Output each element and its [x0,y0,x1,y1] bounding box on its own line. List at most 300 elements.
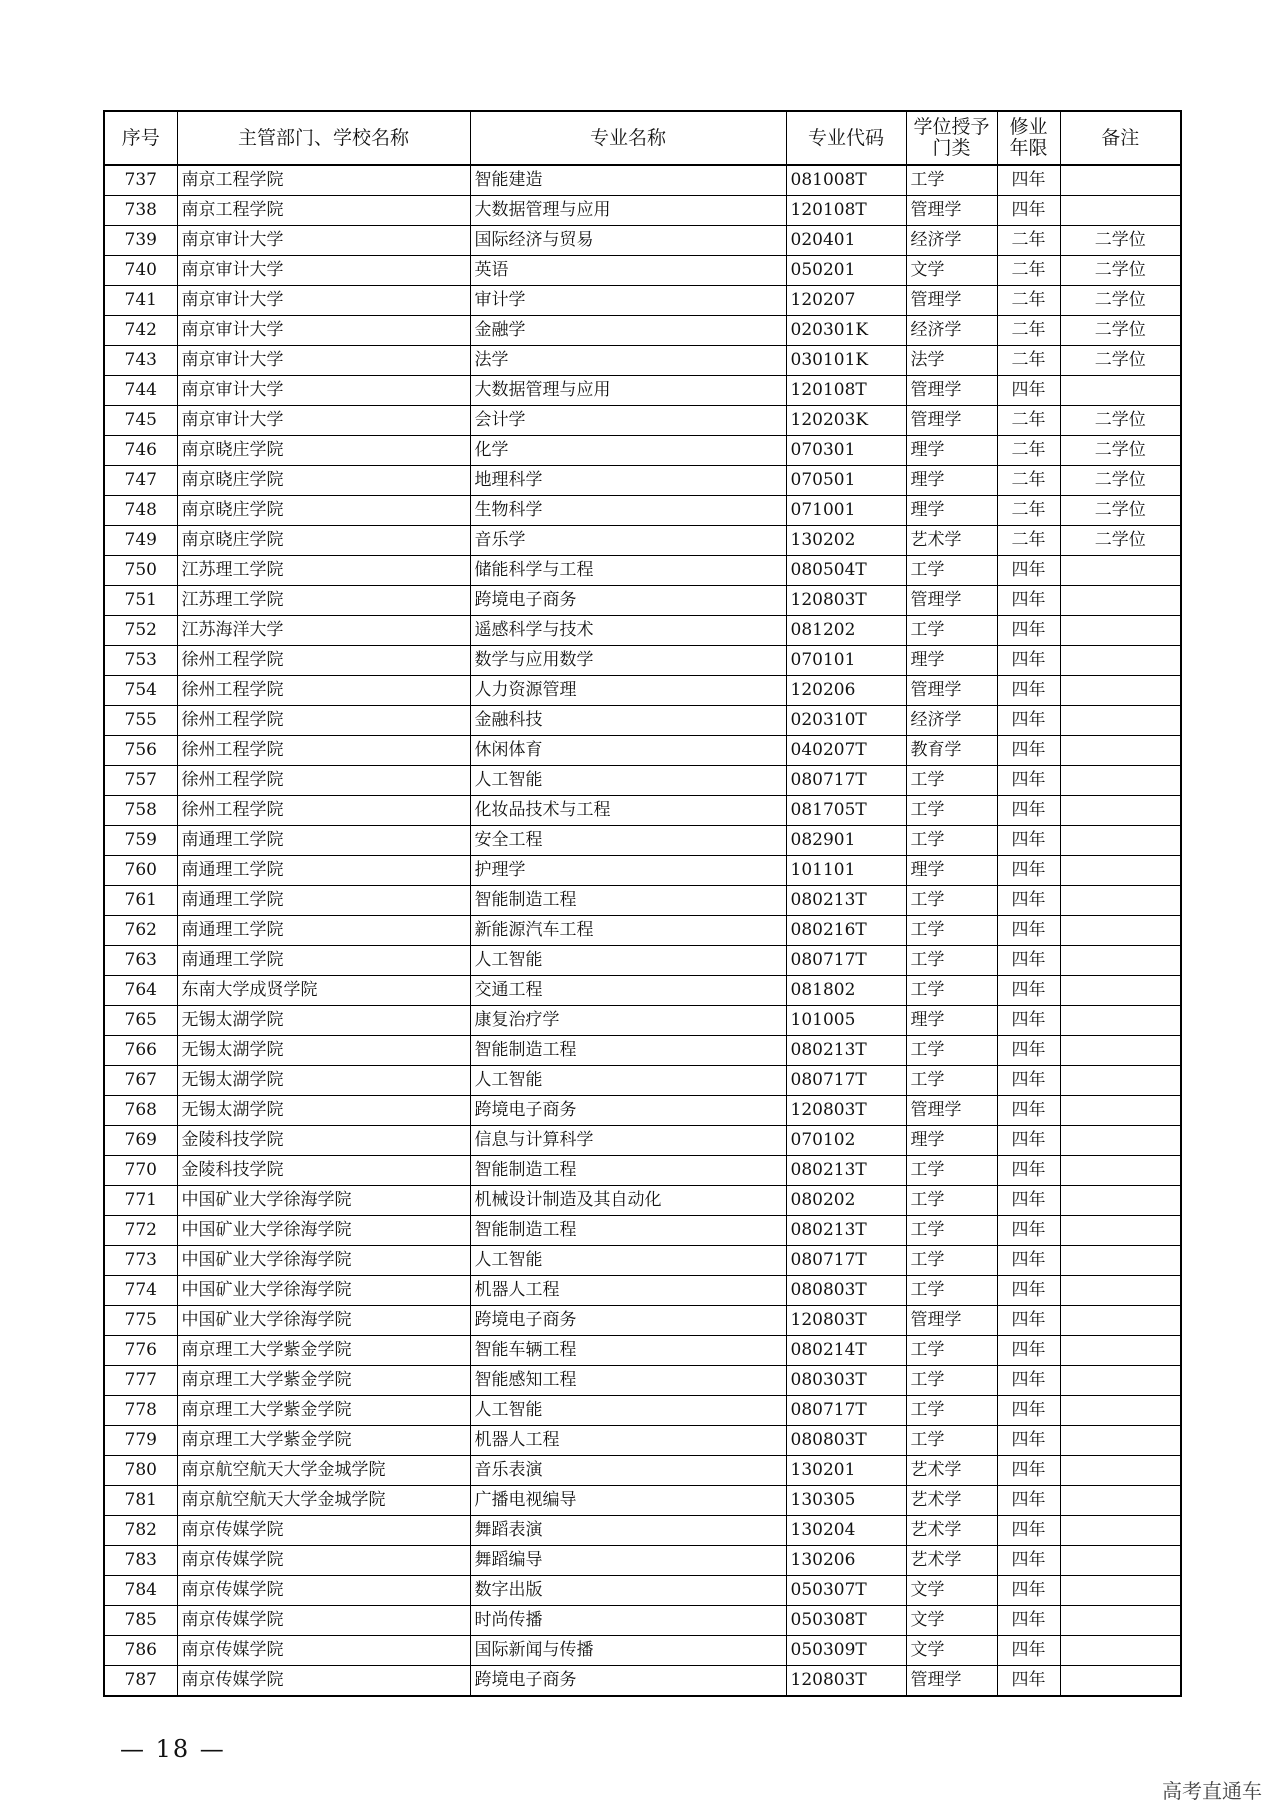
cell-major: 生物科学 [470,496,786,526]
cell-seq: 750 [104,556,177,586]
cell-major: 信息与计算科学 [470,1126,786,1156]
cell-years: 四年 [997,556,1060,586]
cell-school: 南通理工学院 [177,856,470,886]
cell-school: 金陵科技学院 [177,1126,470,1156]
cell-school: 徐州工程学院 [177,646,470,676]
cell-school: 江苏海洋大学 [177,616,470,646]
cell-code: 030101K [786,346,906,376]
cell-years: 四年 [997,646,1060,676]
table-row [104,586,1181,616]
cell-note [1060,916,1181,946]
cell-school: 中国矿业大学徐海学院 [177,1276,470,1306]
cell-years: 四年 [997,1216,1060,1246]
cell-degree: 艺术学 [906,1546,997,1576]
table-row [104,676,1181,706]
cell-seq: 757 [104,766,177,796]
cell-code: 082901 [786,826,906,856]
cell-code: 101101 [786,856,906,886]
cell-seq: 777 [104,1366,177,1396]
cell-years: 四年 [997,1246,1060,1276]
cell-major: 人工智能 [470,946,786,976]
table-row [104,316,1181,346]
cell-seq: 782 [104,1516,177,1546]
cell-degree: 工学 [906,1396,997,1426]
cell-years: 四年 [997,1186,1060,1216]
cell-note [1060,1126,1181,1156]
cell-note: 二学位 [1060,226,1181,256]
cell-seq: 760 [104,856,177,886]
cell-major: 地理科学 [470,466,786,496]
cell-seq: 758 [104,796,177,826]
cell-major: 时尚传播 [470,1606,786,1636]
cell-note [1060,1066,1181,1096]
table-row [104,526,1181,556]
cell-seq: 780 [104,1456,177,1486]
cell-note: 二学位 [1060,526,1181,556]
cell-degree: 法学 [906,346,997,376]
cell-school: 徐州工程学院 [177,796,470,826]
cell-major: 智能制造工程 [470,1156,786,1186]
cell-seq: 787 [104,1666,177,1697]
table-row [104,826,1181,856]
cell-degree: 工学 [906,946,997,976]
cell-major: 跨境电子商务 [470,1096,786,1126]
table-row [104,1426,1181,1456]
cell-degree: 管理学 [906,586,997,616]
cell-code: 070501 [786,466,906,496]
table-row [104,1276,1181,1306]
cell-note [1060,766,1181,796]
table-row [104,1606,1181,1636]
watermark: 高考直通车 [1162,1779,1262,1803]
cell-school: 南京工程学院 [177,165,470,196]
cell-school: 徐州工程学院 [177,736,470,766]
cell-code: 120108T [786,196,906,226]
table-row [104,856,1181,886]
cell-degree: 工学 [906,1276,997,1306]
cell-code: 080717T [786,1066,906,1096]
cell-degree: 管理学 [906,406,997,436]
cell-major: 音乐学 [470,526,786,556]
cell-years: 四年 [997,196,1060,226]
cell-years: 四年 [997,1576,1060,1606]
cell-years: 四年 [997,796,1060,826]
cell-school: 南京晓庄学院 [177,526,470,556]
cell-years: 四年 [997,616,1060,646]
header-seq: 序号 [104,111,177,165]
table-row [104,646,1181,676]
cell-note [1060,706,1181,736]
table-row [104,556,1181,586]
cell-major: 智能制造工程 [470,1216,786,1246]
cell-seq: 744 [104,376,177,406]
cell-code: 130201 [786,1456,906,1486]
cell-seq: 786 [104,1636,177,1666]
cell-years: 二年 [997,226,1060,256]
cell-major: 数字出版 [470,1576,786,1606]
cell-code: 130305 [786,1486,906,1516]
cell-major: 遥感科学与技术 [470,616,786,646]
cell-degree: 工学 [906,1426,997,1456]
table-row [104,1306,1181,1336]
table-row [104,1006,1181,1036]
cell-major: 智能制造工程 [470,1036,786,1066]
table-body [104,165,1181,1696]
cell-major: 人工智能 [470,1246,786,1276]
cell-school: 无锡太湖学院 [177,1036,470,1066]
table-row [104,916,1181,946]
cell-school: 无锡太湖学院 [177,1066,470,1096]
cell-code: 080213T [786,1036,906,1066]
table-row [104,1186,1181,1216]
cell-school: 南京审计大学 [177,346,470,376]
table-row [104,1636,1181,1666]
table-row [104,766,1181,796]
cell-degree: 理学 [906,466,997,496]
cell-degree: 教育学 [906,736,997,766]
cell-years: 四年 [997,1606,1060,1636]
cell-seq: 751 [104,586,177,616]
cell-degree: 管理学 [906,1096,997,1126]
cell-seq: 766 [104,1036,177,1066]
majors-table [103,110,1182,1697]
cell-note [1060,1426,1181,1456]
header-degree: 学位授予门类 [906,111,997,165]
cell-years: 四年 [997,1006,1060,1036]
table-row [104,286,1181,316]
cell-school: 南京传媒学院 [177,1576,470,1606]
table-header-row [104,111,1181,165]
cell-note: 二学位 [1060,406,1181,436]
cell-degree: 工学 [906,976,997,1006]
cell-major: 英语 [470,256,786,286]
cell-note [1060,1156,1181,1186]
cell-school: 南京航空航天大学金城学院 [177,1486,470,1516]
cell-code: 101005 [786,1006,906,1036]
cell-degree: 文学 [906,256,997,286]
header-years: 修业年限 [997,111,1060,165]
table-row [104,376,1181,406]
cell-note: 二学位 [1060,316,1181,346]
cell-code: 120206 [786,676,906,706]
cell-years: 二年 [997,286,1060,316]
cell-years: 四年 [997,766,1060,796]
cell-note [1060,1606,1181,1636]
cell-degree: 经济学 [906,706,997,736]
cell-code: 020401 [786,226,906,256]
cell-note [1060,196,1181,226]
cell-seq: 767 [104,1066,177,1096]
cell-code: 081202 [786,616,906,646]
cell-seq: 772 [104,1216,177,1246]
header-school: 主管部门、学校名称 [177,111,470,165]
cell-note [1060,1306,1181,1336]
cell-seq: 756 [104,736,177,766]
cell-seq: 781 [104,1486,177,1516]
cell-major: 人力资源管理 [470,676,786,706]
cell-school: 南京审计大学 [177,406,470,436]
cell-degree: 经济学 [906,316,997,346]
cell-code: 081705T [786,796,906,826]
cell-degree: 艺术学 [906,1456,997,1486]
table-row [104,1036,1181,1066]
cell-code: 080216T [786,916,906,946]
cell-code: 070101 [786,646,906,676]
cell-note [1060,646,1181,676]
cell-major: 审计学 [470,286,786,316]
cell-note [1060,736,1181,766]
cell-degree: 工学 [906,1186,997,1216]
cell-years: 四年 [997,1126,1060,1156]
cell-code: 080717T [786,766,906,796]
cell-degree: 工学 [906,916,997,946]
cell-seq: 785 [104,1606,177,1636]
cell-school: 徐州工程学院 [177,706,470,736]
cell-years: 四年 [997,1546,1060,1576]
cell-seq: 748 [104,496,177,526]
cell-years: 四年 [997,1276,1060,1306]
cell-school: 中国矿业大学徐海学院 [177,1216,470,1246]
cell-degree: 艺术学 [906,1486,997,1516]
cell-code: 130204 [786,1516,906,1546]
cell-school: 中国矿业大学徐海学院 [177,1246,470,1276]
table-row [104,946,1181,976]
cell-years: 四年 [997,1156,1060,1186]
cell-degree: 工学 [906,1336,997,1366]
cell-seq: 738 [104,196,177,226]
cell-degree: 理学 [906,436,997,466]
cell-major: 跨境电子商务 [470,1306,786,1336]
cell-note [1060,976,1181,1006]
cell-years: 四年 [997,736,1060,766]
cell-school: 南京传媒学院 [177,1546,470,1576]
cell-years: 四年 [997,886,1060,916]
cell-major: 广播电视编导 [470,1486,786,1516]
cell-school: 南京理工大学紫金学院 [177,1426,470,1456]
cell-seq: 775 [104,1306,177,1336]
cell-school: 南京传媒学院 [177,1666,470,1697]
cell-seq: 778 [104,1396,177,1426]
cell-years: 四年 [997,376,1060,406]
cell-note [1060,1516,1181,1546]
cell-code: 120108T [786,376,906,406]
cell-major: 音乐表演 [470,1456,786,1486]
cell-seq: 784 [104,1576,177,1606]
cell-code: 120207 [786,286,906,316]
table-row [104,196,1181,226]
cell-code: 080202 [786,1186,906,1216]
cell-degree: 管理学 [906,676,997,706]
cell-major: 安全工程 [470,826,786,856]
table-row [104,1486,1181,1516]
cell-school: 金陵科技学院 [177,1156,470,1186]
cell-major: 跨境电子商务 [470,1666,786,1697]
cell-school: 南京理工大学紫金学院 [177,1396,470,1426]
cell-note [1060,616,1181,646]
cell-school: 南京传媒学院 [177,1606,470,1636]
cell-school: 中国矿业大学徐海学院 [177,1306,470,1336]
table-row [104,1516,1181,1546]
cell-seq: 770 [104,1156,177,1186]
cell-code: 120803T [786,1096,906,1126]
cell-years: 二年 [997,256,1060,286]
cell-code: 081802 [786,976,906,1006]
cell-major: 机器人工程 [470,1276,786,1306]
table-row [104,796,1181,826]
cell-seq: 769 [104,1126,177,1156]
cell-degree: 管理学 [906,1306,997,1336]
cell-degree: 工学 [906,1366,997,1396]
cell-note [1060,1276,1181,1306]
cell-note [1060,1546,1181,1576]
cell-code: 130206 [786,1546,906,1576]
cell-school: 南京审计大学 [177,226,470,256]
cell-code: 120203K [786,406,906,436]
cell-years: 四年 [997,856,1060,886]
table-row [104,1066,1181,1096]
cell-years: 四年 [997,1366,1060,1396]
cell-note [1060,856,1181,886]
cell-code: 080303T [786,1366,906,1396]
cell-major: 康复治疗学 [470,1006,786,1036]
cell-note [1060,1456,1181,1486]
cell-years: 四年 [997,706,1060,736]
cell-degree: 文学 [906,1606,997,1636]
cell-major: 储能科学与工程 [470,556,786,586]
cell-degree: 经济学 [906,226,997,256]
cell-degree: 文学 [906,1576,997,1606]
cell-school: 南京晓庄学院 [177,466,470,496]
cell-seq: 783 [104,1546,177,1576]
cell-major: 跨境电子商务 [470,586,786,616]
cell-code: 080214T [786,1336,906,1366]
cell-major: 化妆品技术与工程 [470,796,786,826]
cell-seq: 779 [104,1426,177,1456]
cell-note [1060,1036,1181,1066]
cell-years: 四年 [997,1486,1060,1516]
table-row [104,616,1181,646]
cell-years: 四年 [997,946,1060,976]
cell-years: 四年 [997,1306,1060,1336]
cell-seq: 755 [104,706,177,736]
cell-years: 二年 [997,406,1060,436]
table-row [104,1456,1181,1486]
cell-note: 二学位 [1060,496,1181,526]
cell-degree: 工学 [906,766,997,796]
cell-note [1060,1666,1181,1697]
cell-major: 机械设计制造及其自动化 [470,1186,786,1216]
cell-degree: 工学 [906,826,997,856]
cell-degree: 管理学 [906,196,997,226]
table-row [104,1366,1181,1396]
table-row [104,466,1181,496]
cell-school: 无锡太湖学院 [177,1096,470,1126]
cell-years: 四年 [997,1336,1060,1366]
cell-seq: 754 [104,676,177,706]
cell-degree: 工学 [906,1156,997,1186]
cell-note [1060,946,1181,976]
cell-school: 南京工程学院 [177,196,470,226]
cell-seq: 739 [104,226,177,256]
cell-seq: 771 [104,1186,177,1216]
cell-note [1060,165,1181,196]
table-row [104,496,1181,526]
cell-major: 人工智能 [470,766,786,796]
cell-seq: 761 [104,886,177,916]
cell-note [1060,1486,1181,1516]
cell-seq: 741 [104,286,177,316]
cell-school: 南京传媒学院 [177,1636,470,1666]
cell-seq: 742 [104,316,177,346]
cell-code: 050308T [786,1606,906,1636]
cell-code: 080504T [786,556,906,586]
cell-note [1060,1366,1181,1396]
cell-major: 休闲体育 [470,736,786,766]
table-row [104,1096,1181,1126]
cell-major: 法学 [470,346,786,376]
cell-major: 国际新闻与传播 [470,1636,786,1666]
cell-seq: 743 [104,346,177,376]
cell-years: 四年 [997,1426,1060,1456]
cell-degree: 工学 [906,796,997,826]
cell-major: 舞蹈编导 [470,1546,786,1576]
table-row [104,1216,1181,1246]
cell-note: 二学位 [1060,466,1181,496]
cell-years: 四年 [997,826,1060,856]
table-row [104,736,1181,766]
cell-note [1060,1186,1181,1216]
cell-code: 081008T [786,165,906,196]
cell-school: 南京理工大学紫金学院 [177,1366,470,1396]
cell-code: 050201 [786,256,906,286]
cell-note [1060,1336,1181,1366]
cell-school: 徐州工程学院 [177,766,470,796]
cell-seq: 753 [104,646,177,676]
cell-major: 人工智能 [470,1066,786,1096]
cell-note [1060,1246,1181,1276]
cell-note [1060,376,1181,406]
cell-degree: 管理学 [906,376,997,406]
page-number: — 18 — [120,1735,226,1763]
cell-note [1060,1216,1181,1246]
cell-school: 东南大学成贤学院 [177,976,470,1006]
cell-major: 数学与应用数学 [470,646,786,676]
table-row [104,706,1181,736]
cell-degree: 理学 [906,856,997,886]
cell-note [1060,826,1181,856]
cell-code: 020310T [786,706,906,736]
cell-seq: 749 [104,526,177,556]
cell-note [1060,586,1181,616]
cell-code: 080803T [786,1426,906,1456]
cell-degree: 工学 [906,165,997,196]
cell-years: 四年 [997,676,1060,706]
cell-major: 交通工程 [470,976,786,1006]
cell-years: 四年 [997,976,1060,1006]
table-row [104,1336,1181,1366]
cell-degree: 艺术学 [906,1516,997,1546]
cell-degree: 文学 [906,1636,997,1666]
cell-major: 会计学 [470,406,786,436]
cell-note: 二学位 [1060,256,1181,286]
cell-seq: 762 [104,916,177,946]
table-row [104,346,1181,376]
table-row [104,976,1181,1006]
cell-degree: 管理学 [906,286,997,316]
cell-school: 南京审计大学 [177,376,470,406]
table-row [104,1246,1181,1276]
header-major: 专业名称 [470,111,786,165]
